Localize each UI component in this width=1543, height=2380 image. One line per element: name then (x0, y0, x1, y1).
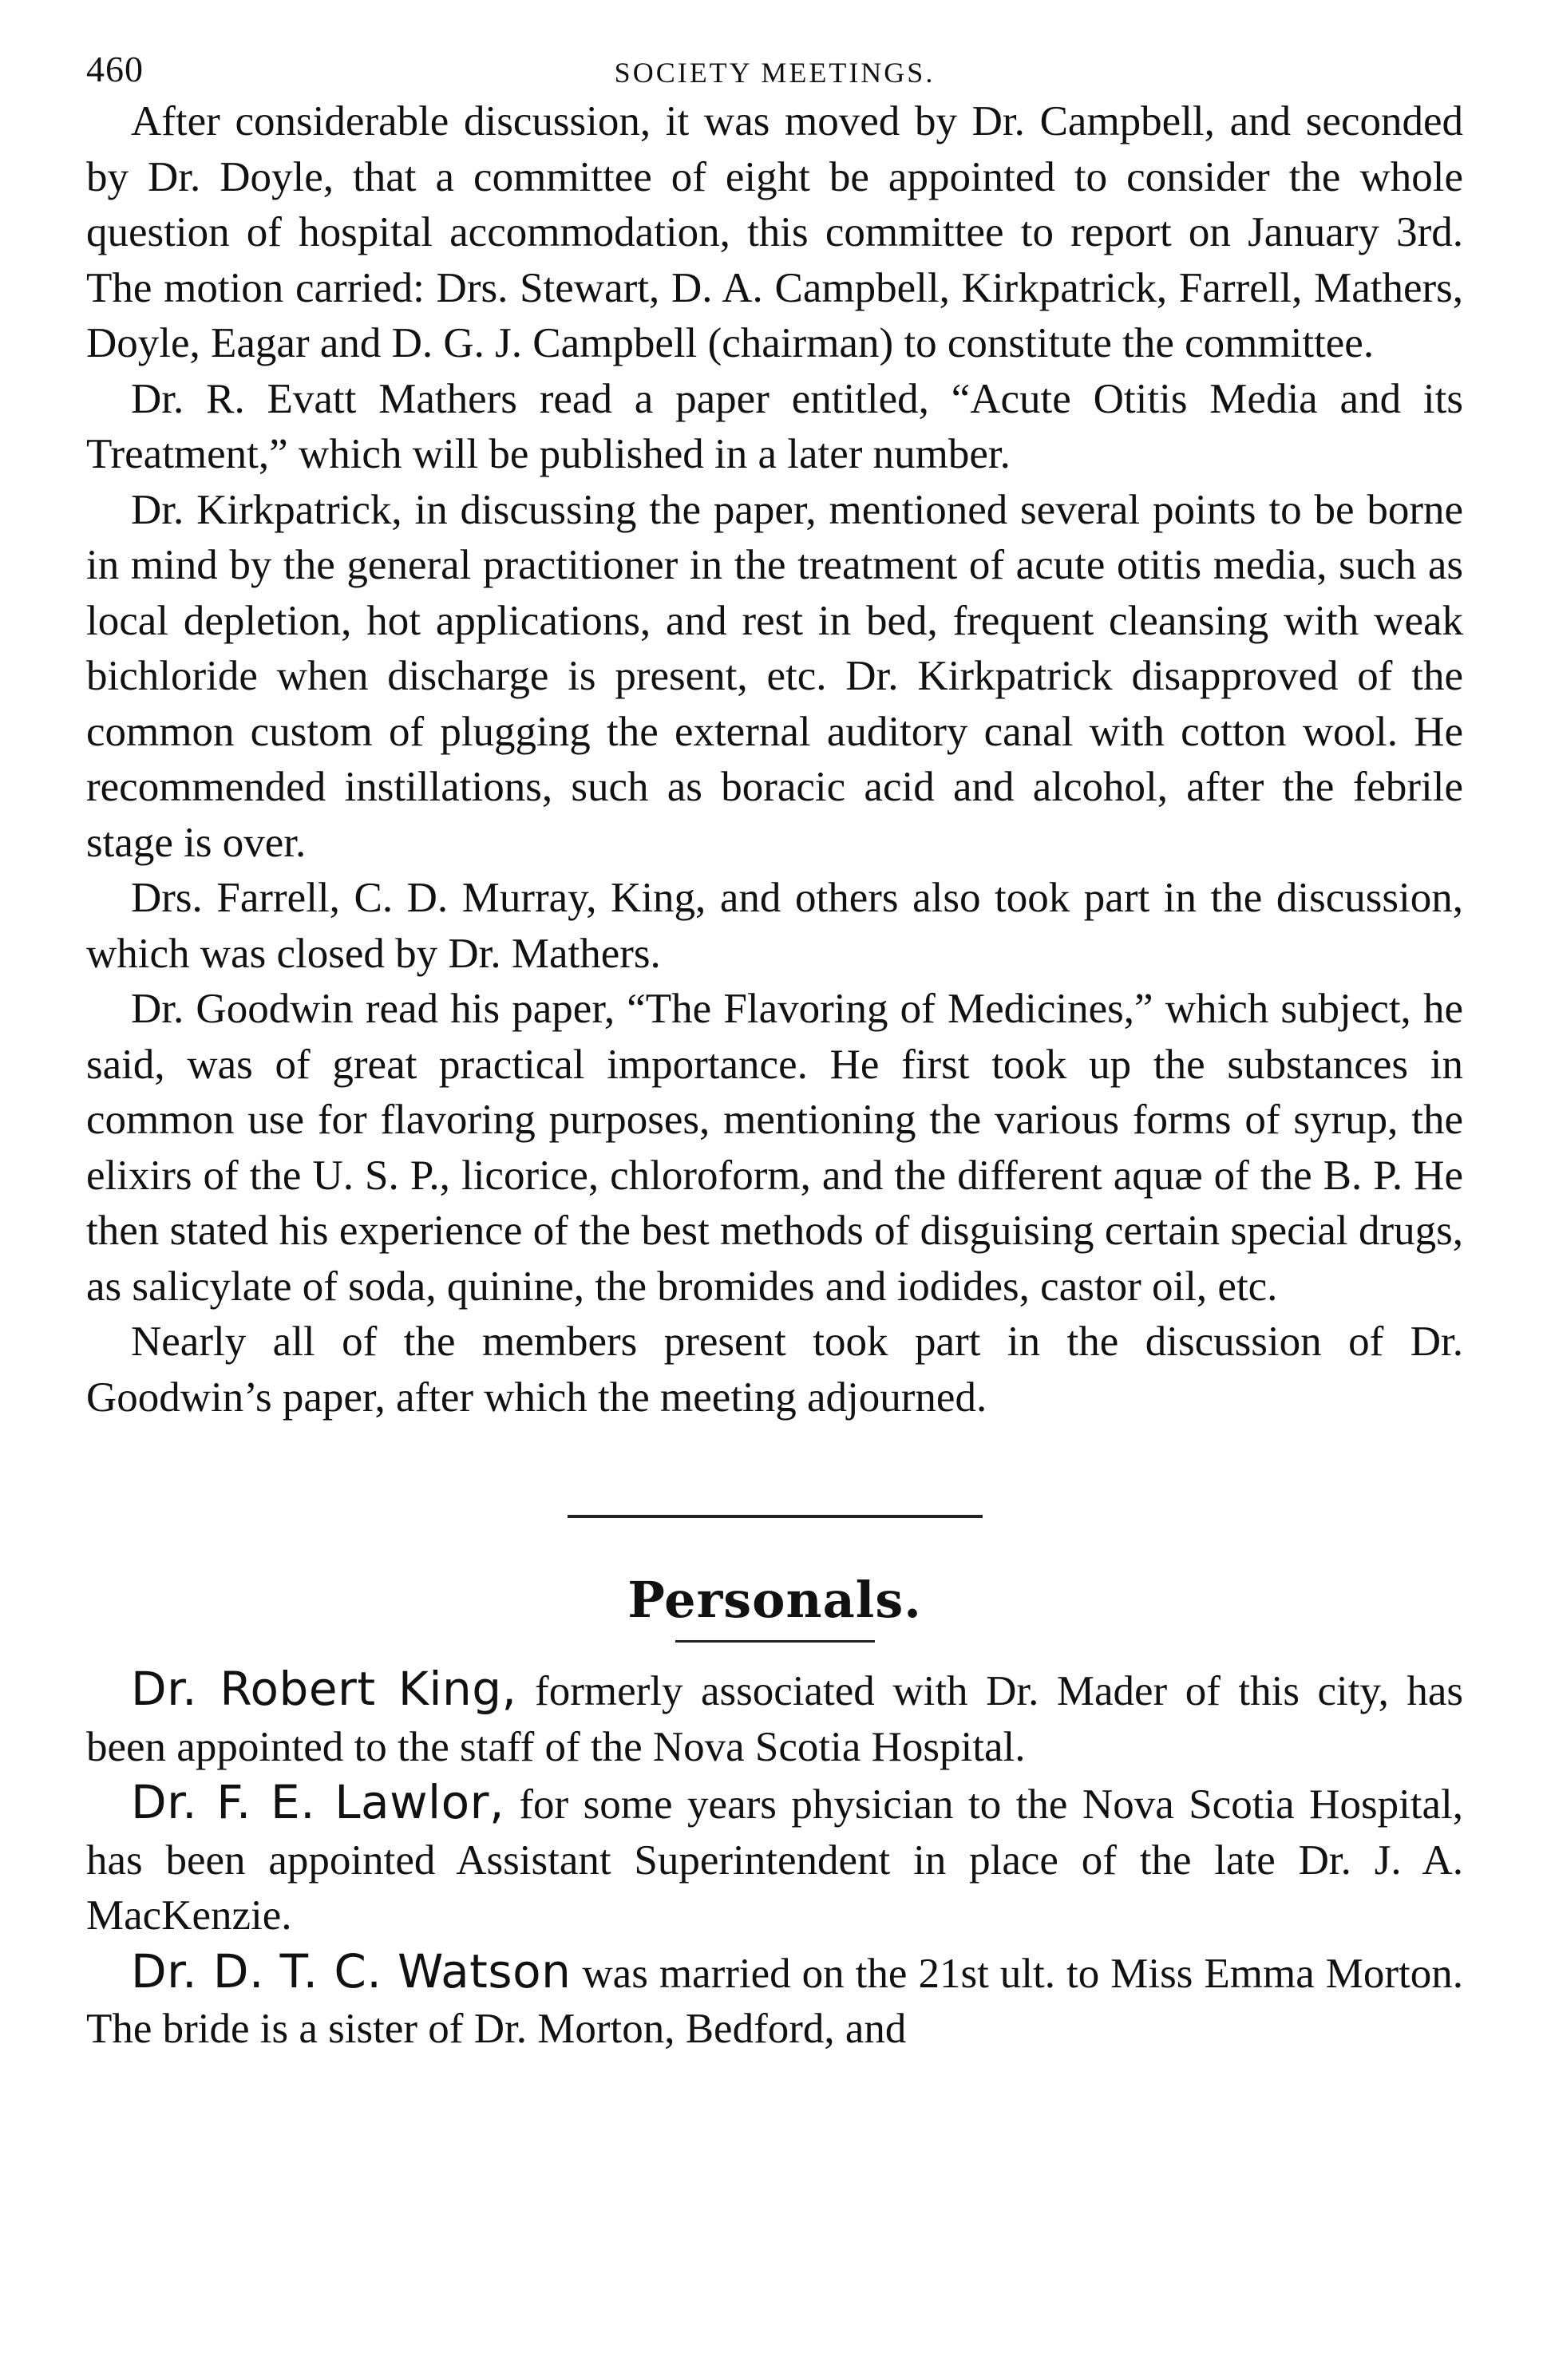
paragraph: Dr. Goodwin read his paper, “The Flavoring of Medicines,” which subject, he said, was of great practical importance. He first took up the substances in common use for flavoring purposes, mentioning the various forms of syrup, the elixirs of the U. S. P., licorice, chloroform, and the different aquæ of the B. P. He then stated his experience of the best methods of disguising certain special drugs, as salicylate of soda, quinine, the bromides and iodides, castor oil, etc. (86, 986, 1463, 1310)
paragraph: Dr. R. Evatt Mathers read a paper entitled, “Acute Otitis Media and its Treatment,” which will be published in a later number. (86, 375, 1463, 477)
personal-entry (86, 1944, 1463, 2058)
person-name: Dr. Robert King, (131, 1662, 517, 1716)
paragraph: Drs. Farrell, C. D. Murray, King, and others also took part in the discussion, which was closed by Dr. Mathers. (86, 875, 1463, 977)
person-name: Dr. D. T. C. Watson (131, 1943, 572, 1998)
paragraph: After considerable discussion, it was moved by Dr. Campbell, and seconded by Dr. Doyle, that a committee of eight be appointed to consider the whole question of hospital accommodation, this committee to report on January 3rd. The motion carried: Drs. Stewart, D. A. Campbell, Kirkpatrick, Farrell, Mathers, Doyle, Eagar and D. G. J. Campbell (chairman) to constitute the committee. (86, 98, 1463, 366)
page-number: 460 (86, 49, 144, 89)
personal-text: for some years physician to the Nova Scotia Hospital, has been appointed Assistant Superintendent in place of the late Dr. J. A. MacKenzie. (86, 1781, 1464, 1939)
paragraph: Nearly all of the members present took part in the discussion of Dr. Goodwin’s paper, after which the meeting adjourned. (86, 1318, 1463, 1421)
personal-entry (86, 1775, 1463, 1944)
personal-text: was married on the 21st ult. to Miss Emma Morton. The bride is a sister of Dr. Morton, Bedford, and (86, 1950, 1464, 2052)
running-title: SOCIETY MEETINGS. (614, 57, 936, 89)
meeting-report (86, 94, 1463, 1425)
personals-list (86, 1662, 1463, 2058)
section-divider (568, 1515, 983, 1518)
section-heading-personals: Personals. (627, 1571, 922, 1629)
personal-entry (86, 1662, 1463, 1775)
paragraph: Dr. Kirkpatrick, in discussing the paper, mentioned several points to be borne in mind by the general practitioner in the treatment of acute otitis media, such as local depletion, hot applications, and rest in bed, frequent cleansing with weak bichloride when discharge is present, etc. Dr. Kirkpatrick disapproved of the common custom of plugging the external auditory canal with cotton wool. He recommended instillations, such as boracic acid and alcohol, after the febrile stage is over. (86, 486, 1463, 866)
personal-text: formerly associated with Dr. Mader of this city, has been appointed to the staff of the Nova Scotia Hospital. (86, 1668, 1464, 1770)
person-name: Dr. F. E. Lawlor, (131, 1775, 504, 1829)
heading-underline (675, 1640, 875, 1643)
running-head (86, 0, 1463, 94)
